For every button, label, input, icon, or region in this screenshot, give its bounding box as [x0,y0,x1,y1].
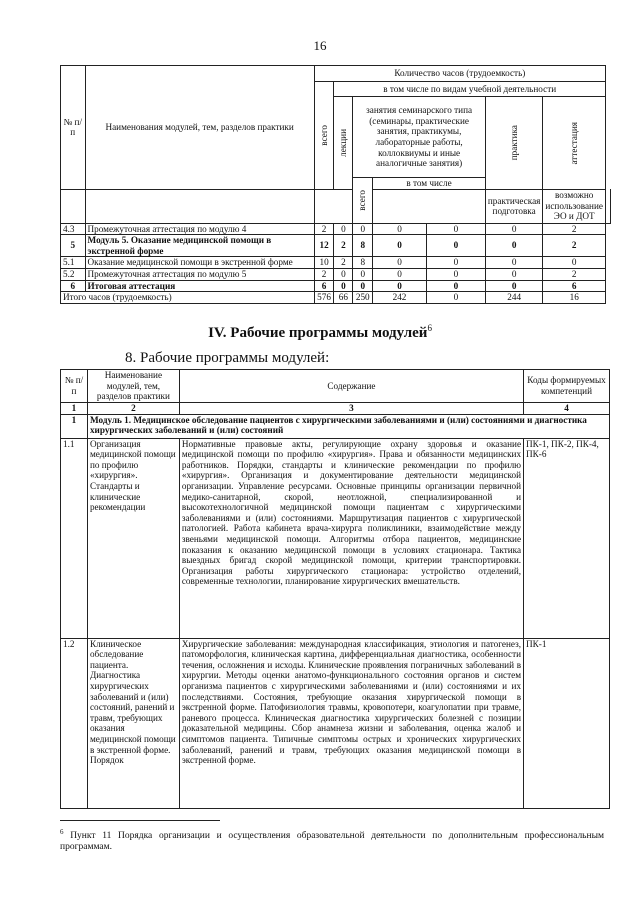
page-number: 16 [313,38,327,53]
table-row: 1.2 Клиническое обследование пациента. Диагностика хирургических заболеваний и (или) состояний, ранений и травм, требующих оказания медицинской помощи в экстренной форме. Порядок Хирургические заболевания: международная классификация, этиология и патогенез, патоморфология, клиническая картина, дифференциальная диагностика, особенности течения, осложнения и исходы. Клинические проявления пограничных заболеваний в хирургии. Методы оценки анатомо-функционального состояния органов и систем организма пациентов с хирургическими заболеваниями и (или) состояниями и их последствиями. Состояния, требующие оказания хирургической помощи в экстренной форме. Патофизиология травмы, кровопотери, коагулопатии при травме, раневого процесса. Клиническая диагностика хирургических болезней с позиции доказательной медицины. Сбор анамнеза жизни и заболевания, оценка жалоб и симптомов пациента. Типичные симптомы острых и хронических хирургических заболеваний, ранений и травм, требующих оказания медицинской помощи в экстренной форме. ПК-1 [61,638,610,808]
col-seminar-total-header: всего [353,178,373,224]
col-seminar-header: занятия семинарского типа (семинары, практические занятия, практикумы, лабораторные работы, коллоквиумы и иные аналогичные занятия) [353,97,486,178]
col-index: 3 [179,403,523,415]
module-header-row: 1 Модуль 1. Медицинское обследование пациентов с хирургическими заболеваниями и (или) состояниями и диагностика хирургических заболеваний и (или) состояний [61,414,610,438]
col-index: 2 [87,403,179,415]
col-total-header: всего [314,82,334,190]
table-row: 5.1 Оказание медицинской помощи в экстренной форме 10 2 8 0 0 0 0 [61,257,611,269]
modules-table [60,369,610,809]
col-practical-prep-header: практическая подготовка [485,189,543,223]
col-name-header: Наименование модулей, тем, разделов практики [87,370,179,403]
col-name-header: Наименования модулей, тем, разделов практики [85,66,314,190]
col-content-header: Содержание [179,370,523,403]
table-row: 6 Итоговая аттестация 6 0 0 0 0 0 6 [61,280,611,292]
col-practice-header: практика [485,97,543,190]
total-row: Итого часов (трудоемкость) 576 66 250 242 0 244 16 [61,292,611,304]
col-attestation-header: аттестация [543,97,606,190]
table-row: 5.2 Промежуточная аттестация по модулю 5 2 0 0 0 0 0 2 [61,268,611,280]
col-index: 4 [524,403,610,415]
col-incl-activity-header: в том числе по видам учебной деятельности [334,82,606,97]
col-codes-header: Коды формируемых компетенций [524,370,610,403]
col-lectures-header: лекции [334,97,353,190]
section-8-title: 8. Рабочие программы модулей: [125,350,330,366]
col-num-header: № п/п [61,370,88,403]
footnote-separator [60,820,220,821]
footnote: $^6$ Пункт 11 Порядка организации и осуществления образовательной деятельности по дополнительным профессиональным программам. [60,828,604,853]
col-incl-header: в том числе [373,178,486,190]
table-row: 4.3 Промежуточная аттестация по модулю 4 2 0 0 0 0 0 2 [61,223,611,235]
hours-table [60,65,611,304]
col-index: 1 [61,403,88,415]
table-row: 1.1 Организация медицинской помощи по профилю «хирургия». Стандарты и клинические рекомендации Нормативные правовые акты, регулирующие охрану здоровья и оказание медицинской помощи по профилю «хирургия». Права и обязанности медицинских работников. Порядки, стандарты и клинические рекомендации по профилю «хирургия». Организация и документирование деятельности медицинской организации. Управление ресурсами. Основные принципы организации первичной медико-санитарной, скорой, неотложной, специализированной и высокотехнологичной медицинской помощи пациентам с хирургическими заболеваниями и (или) состояниями. Маршрутизация пациентов с хирургической патологией. Работа кабинета врача-хирурга поликлиники, взаимодействие между звеньями медицинской помощи. Алгоритмы отбора пациентов, медицинские показания к оказанию медицинской помощи в условиях стационара. Тактика выездных бригад скорой медицинской помощи, критерии транспортировки. Организация работы хирургического стационара: устройство отделений, современные технологии, планирование хирургических вмешательств. ПК-1, ПК-2, ПК-4, ПК-6 [61,438,610,638]
section-4-title: IV. Рабочие программы модулей$^6$ [208,323,432,341]
col-hours-group-header: Количество часов (трудоемкость) [314,66,605,82]
col-eo-dot-header: возможно использование ЭО и ДОТ [543,189,606,223]
col-num-header: № п/п [61,66,86,190]
table-row: 5 Модуль 5. Оказание медицинской помощи в экстренной форме 12 2 8 0 0 0 2 [61,235,611,257]
